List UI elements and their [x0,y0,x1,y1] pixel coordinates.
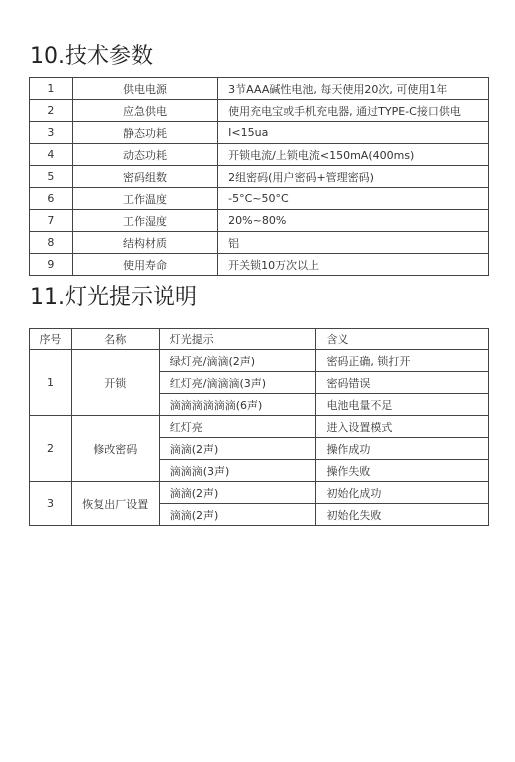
group-number: 1 [30,350,72,416]
table-row [30,482,489,504]
table-row [30,254,489,276]
table-row [30,122,489,144]
param-value: 2组密码(用户密码+管理密码) [218,166,489,188]
light-cue: 滴滴滴滴滴滴(6声) [159,394,316,416]
group-name: 修改密码 [71,416,159,482]
meaning: 电池电量不足 [316,394,489,416]
table-row [30,100,489,122]
table-row [30,210,489,232]
light-cue: 滴滴(2声) [159,504,316,526]
param-name: 动态功耗 [72,144,217,166]
row-number: 8 [30,232,73,254]
param-value: 开锁电流/上锁电流<150mA(400ms) [218,144,489,166]
meaning: 初始化成功 [316,482,489,504]
header-meaning: 含义 [316,329,489,350]
group-number: 3 [30,482,72,526]
section-10-title: 10.技术参数 [30,44,153,69]
param-value: 使用充电宝或手机充电器, 通过TYPE-C接口供电 [218,100,489,122]
param-value: 20%~80% [218,210,489,232]
row-number: 1 [30,78,73,100]
header-seq: 序号 [30,329,72,350]
param-name: 供电电源 [72,78,217,100]
meaning: 操作成功 [316,438,489,460]
param-name: 密码组数 [72,166,217,188]
param-value: 3节AAA碱性电池, 每天使用20次, 可使用1年 [218,78,489,100]
section-11-title: 11.灯光提示说明 [30,285,197,310]
table-row [30,166,489,188]
param-value: 铝 [218,232,489,254]
row-number: 6 [30,188,73,210]
group-name: 开锁 [71,350,159,416]
param-value: 开关锁10万次以上 [218,254,489,276]
param-name: 结构材质 [72,232,217,254]
light-cue: 绿灯亮/滴滴(2声) [159,350,316,372]
param-value: I<15ua [218,122,489,144]
row-number: 2 [30,100,73,122]
meaning: 密码正确, 锁打开 [316,350,489,372]
row-number: 3 [30,122,73,144]
tech-params-table [29,77,489,276]
meaning: 密码错误 [316,372,489,394]
light-cue: 滴滴(2声) [159,438,316,460]
meaning: 进入设置模式 [316,416,489,438]
param-name: 使用寿命 [72,254,217,276]
header-name: 名称 [71,329,159,350]
row-number: 7 [30,210,73,232]
table-row [30,188,489,210]
light-indicator-table [29,328,489,526]
row-number: 9 [30,254,73,276]
group-name: 恢复出厂设置 [71,482,159,526]
light-cue: 红灯亮/滴滴滴(3声) [159,372,316,394]
table-header-row [30,329,489,350]
param-value: -5°C~50°C [218,188,489,210]
meaning: 操作失败 [316,460,489,482]
param-name: 应急供电 [72,100,217,122]
table-row [30,144,489,166]
header-light: 灯光提示 [159,329,316,350]
table-row [30,416,489,438]
light-cue: 滴滴(2声) [159,482,316,504]
table-row [30,78,489,100]
meaning: 初始化失败 [316,504,489,526]
table-row [30,232,489,254]
row-number: 4 [30,144,73,166]
row-number: 5 [30,166,73,188]
table-row [30,350,489,372]
param-name: 工作温度 [72,188,217,210]
group-number: 2 [30,416,72,482]
param-name: 静态功耗 [72,122,217,144]
param-name: 工作湿度 [72,210,217,232]
light-cue: 滴滴滴(3声) [159,460,316,482]
light-cue: 红灯亮 [159,416,316,438]
